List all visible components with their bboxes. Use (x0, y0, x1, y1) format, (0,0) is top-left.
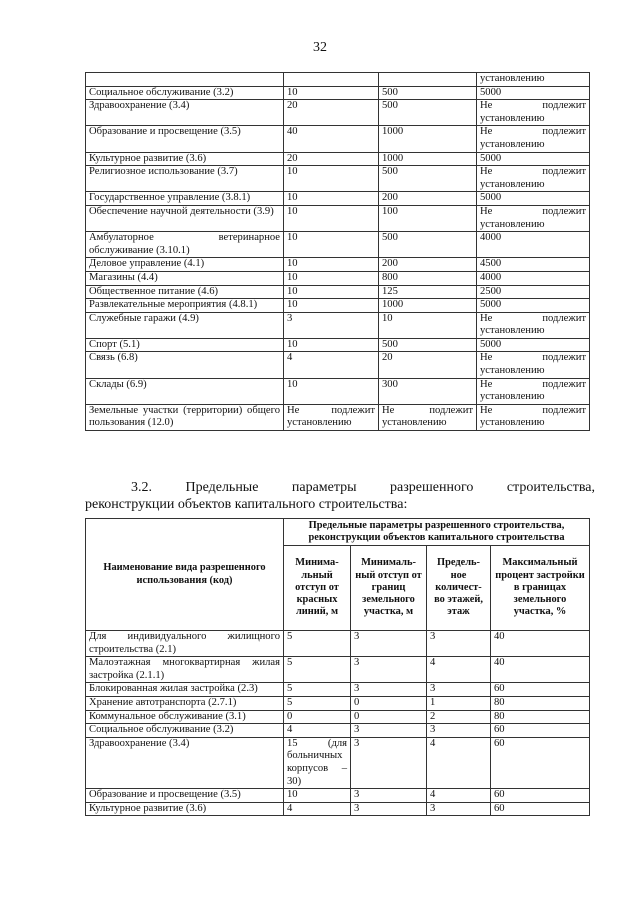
value-cell: 5000 (477, 86, 590, 100)
value-cell: Не подлежит установлению (477, 404, 590, 430)
use-type-cell: Для индивидуального жилищного строительства (2.1) (86, 631, 284, 657)
value-cell: 100 (379, 205, 477, 231)
use-type-cell: Образование и просвещение (3.5) (86, 126, 284, 152)
value-cell: 500 (379, 166, 477, 192)
value-cell: 5 (284, 696, 351, 710)
use-type-cell: Связь (6.8) (86, 352, 284, 378)
table-row (86, 737, 590, 788)
table-row (86, 86, 590, 100)
table-row (86, 352, 590, 378)
value-cell: 80 (491, 710, 590, 724)
section-heading (85, 479, 595, 513)
header-max-floors: Предель-ное количест-во этажей, этаж (427, 546, 491, 631)
value-cell: 10 (284, 271, 379, 285)
value-cell: 3 (351, 724, 427, 738)
value-cell: 1000 (379, 299, 477, 313)
value-cell: 2 (427, 710, 491, 724)
value-cell: 0 (284, 710, 351, 724)
use-type-cell: Магазины (4.4) (86, 271, 284, 285)
use-type-cell: Здравоохранение (3.4) (86, 737, 284, 788)
use-type-cell: Склады (6.9) (86, 378, 284, 404)
value-cell: 20 (284, 100, 379, 126)
table-row (86, 631, 590, 657)
value-cell: Не подлежит установлению (477, 312, 590, 338)
use-type-cell: Культурное развитие (3.6) (86, 152, 284, 166)
table-row (86, 73, 590, 87)
header-max-coverage-percent: Максимальный процент застройки в границах земельного участка, % (491, 546, 590, 631)
value-cell: Не подлежит установлению (477, 166, 590, 192)
table-row (86, 378, 590, 404)
value-cell: 0 (351, 710, 427, 724)
section-title-line2: реконструкции объектов капитального строительства: (85, 497, 408, 512)
use-type-cell (86, 73, 284, 87)
value-cell: Не подлежит установлению (477, 205, 590, 231)
value-cell: 4000 (477, 232, 590, 258)
value-cell: 4 (427, 657, 491, 683)
value-cell: 40 (491, 631, 590, 657)
value-cell: 10 (284, 299, 379, 313)
value-cell: 1000 (379, 126, 477, 152)
header-min-red-line-setback: Минима-льный отступ от красных линий, м (284, 546, 351, 631)
value-cell (284, 73, 379, 87)
value-cell: 2500 (477, 285, 590, 299)
table-row (86, 126, 590, 152)
value-cell: 10 (284, 378, 379, 404)
land-use-parameters-table-continued (85, 72, 590, 431)
use-type-cell: Земельные участки (территории) общего пользования (12.0) (86, 404, 284, 430)
table-row (86, 657, 590, 683)
value-cell: 800 (379, 271, 477, 285)
table-row (86, 683, 590, 697)
value-cell: 5000 (477, 152, 590, 166)
value-cell: 10 (379, 312, 477, 338)
use-type-cell: Культурное развитие (3.6) (86, 802, 284, 816)
table-row (86, 312, 590, 338)
value-cell: 60 (491, 802, 590, 816)
use-type-cell: Блокированная жилая застройка (2.3) (86, 683, 284, 697)
use-type-cell: Малоэтажная многоквартирная жилая застройка (2.1.1) (86, 657, 284, 683)
table-row (86, 166, 590, 192)
header-use-type: Наименование вида разрешенного использования (код) (86, 519, 284, 631)
header-min-boundary-setback: Минималь-ный отступ от границ земельного участка, м (351, 546, 427, 631)
use-type-cell: Религиозное использование (3.7) (86, 166, 284, 192)
value-cell: 4000 (477, 271, 590, 285)
value-cell: 20 (379, 352, 477, 378)
value-cell: 40 (491, 657, 590, 683)
value-cell: 3 (427, 724, 491, 738)
value-cell: 10 (284, 192, 379, 206)
table-row (86, 696, 590, 710)
value-cell: 40 (284, 126, 379, 152)
value-cell: 4 (284, 352, 379, 378)
table-row (86, 232, 590, 258)
value-cell: 3 (351, 683, 427, 697)
section-number: 3.2. (131, 480, 152, 495)
use-type-cell: Образование и просвещение (3.5) (86, 789, 284, 803)
value-cell: Не подлежит установлению (284, 404, 379, 430)
value-cell: 500 (379, 338, 477, 352)
value-cell: 500 (379, 86, 477, 100)
table-row (86, 404, 590, 430)
value-cell: 5 (284, 657, 351, 683)
value-cell: 60 (491, 724, 590, 738)
table-row (86, 789, 590, 803)
value-cell: 3 (427, 631, 491, 657)
value-cell: 200 (379, 192, 477, 206)
value-cell: 500 (379, 232, 477, 258)
value-cell: 80 (491, 696, 590, 710)
table-row (86, 100, 590, 126)
use-type-cell: Обеспечение научной деятельности (3.9) (86, 205, 284, 231)
use-type-cell: Социальное обслуживание (3.2) (86, 86, 284, 100)
value-cell: 10 (284, 232, 379, 258)
use-type-cell: Амбулаторное ветеринарное обслуживание (3.10.1) (86, 232, 284, 258)
table-row (86, 271, 590, 285)
value-cell: 4 (427, 737, 491, 788)
value-cell: Не подлежит установлению (477, 378, 590, 404)
use-type-cell: Служебные гаражи (4.9) (86, 312, 284, 338)
table-row (86, 205, 590, 231)
value-cell (379, 73, 477, 87)
use-type-cell: Коммунальное обслуживание (3.1) (86, 710, 284, 724)
table-row (86, 192, 590, 206)
use-type-cell: Спорт (5.1) (86, 338, 284, 352)
value-cell: установлению (477, 73, 590, 87)
value-cell: 10 (284, 789, 351, 803)
value-cell: 3 (351, 737, 427, 788)
value-cell: 1000 (379, 152, 477, 166)
table-row (86, 152, 590, 166)
value-cell: Не подлежит установлению (379, 404, 477, 430)
value-cell: 60 (491, 737, 590, 788)
page-number: 32 (313, 40, 327, 55)
table-row (86, 802, 590, 816)
value-cell: Не подлежит установлению (477, 352, 590, 378)
use-type-cell: Общественное питание (4.6) (86, 285, 284, 299)
table-row (86, 285, 590, 299)
value-cell: 3 (427, 683, 491, 697)
value-cell: 5000 (477, 338, 590, 352)
value-cell: 125 (379, 285, 477, 299)
construction-parameters-table (85, 518, 590, 816)
value-cell: 10 (284, 86, 379, 100)
value-cell: 5000 (477, 192, 590, 206)
table-row (86, 299, 590, 313)
use-type-cell: Хранение автотранспорта (2.7.1) (86, 696, 284, 710)
value-cell: 0 (351, 696, 427, 710)
value-cell: 500 (379, 100, 477, 126)
value-cell: 3 (284, 312, 379, 338)
value-cell: 3 (351, 789, 427, 803)
table-row (86, 258, 590, 272)
value-cell: 4 (284, 802, 351, 816)
value-cell: 60 (491, 683, 590, 697)
section-title-line1: Предельные параметры разрешенного строительства, (185, 480, 595, 495)
table-row (86, 724, 590, 738)
value-cell: 3 (427, 802, 491, 816)
header-parameters-group: Предельные параметры разрешенного строительства, реконструкции объектов капитального строительства (284, 519, 590, 546)
table-row (86, 710, 590, 724)
use-type-cell: Развлекательные мероприятия (4.8.1) (86, 299, 284, 313)
value-cell: 10 (284, 205, 379, 231)
table-row (86, 338, 590, 352)
value-cell: 200 (379, 258, 477, 272)
value-cell: Не подлежит установлению (477, 126, 590, 152)
use-type-cell: Государственное управление (3.8.1) (86, 192, 284, 206)
value-cell: 60 (491, 789, 590, 803)
value-cell: 5000 (477, 299, 590, 313)
value-cell: 1 (427, 696, 491, 710)
value-cell: 10 (284, 285, 379, 299)
use-type-cell: Социальное обслуживание (3.2) (86, 724, 284, 738)
value-cell: 10 (284, 258, 379, 272)
value-cell: 3 (351, 802, 427, 816)
value-cell: 4500 (477, 258, 590, 272)
value-cell: 4 (284, 724, 351, 738)
value-cell: 300 (379, 378, 477, 404)
value-cell: Не подлежит установлению (477, 100, 590, 126)
use-type-cell: Деловое управление (4.1) (86, 258, 284, 272)
value-cell: 5 (284, 683, 351, 697)
value-cell: 10 (284, 338, 379, 352)
value-cell: 4 (427, 789, 491, 803)
value-cell: 20 (284, 152, 379, 166)
value-cell: 10 (284, 166, 379, 192)
value-cell: 3 (351, 657, 427, 683)
value-cell: 5 (284, 631, 351, 657)
value-cell: 3 (351, 631, 427, 657)
value-cell: 15 (для больничных корпусов – 30) (284, 737, 351, 788)
use-type-cell: Здравоохранение (3.4) (86, 100, 284, 126)
